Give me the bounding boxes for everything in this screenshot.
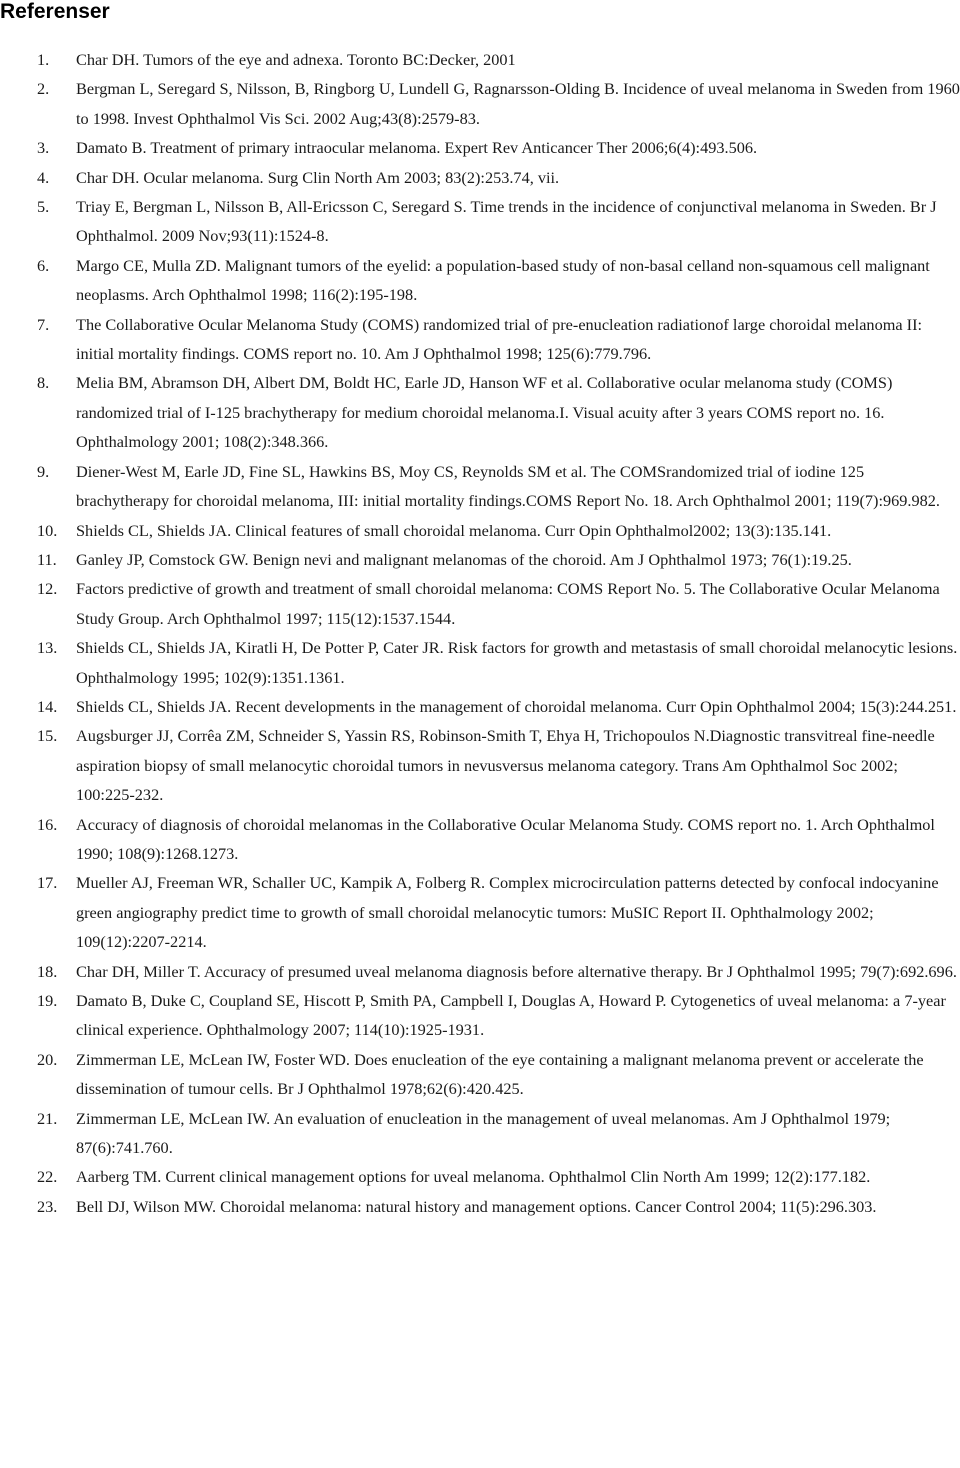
page-title: Referenser	[0, 0, 110, 23]
reference-text: Char DH. Tumors of the eye and adnexa. Toronto BC:Decker, 2001	[76, 50, 516, 69]
reference-item	[0, 721, 960, 809]
reference-text: Zimmerman LE, McLean IW. An evaluation of enucleation in the management of uveal melanomas. Am J Ophthalmol 1979; 87(6):741.760.	[76, 1108, 891, 1158]
reference-text: Accuracy of diagnosis of choroidal melanomas in the Collaborative Ocular Melanoma Study. COMS report no. 1. Arch Ophthalmol 1990; 108(9):1268.1273.	[76, 814, 935, 863]
reference-item	[0, 368, 960, 456]
reference-item	[0, 957, 960, 986]
reference-number: 23.	[37, 1196, 58, 1216]
reference-number: 12.	[37, 579, 58, 599]
reference-text: Shields CL, Shields JA. Clinical features of small choroidal melanoma. Curr Opin Ophthalmol2002; 13(3):135.141.	[76, 520, 832, 540]
reference-number: 16.	[37, 814, 58, 834]
reference-number: 6.	[37, 255, 50, 275]
reference-item	[0, 633, 960, 692]
reference-text: Char DH, Miller T. Accuracy of presumed uveal melanoma diagnosis before alternative therapy. Br J Ophthalmol 1995; 79(7):692.696.	[76, 961, 957, 981]
reference-number: 8.	[37, 373, 50, 393]
reference-text: Diener-West M, Earle JD, Fine SL, Hawkins BS, Moy CS, Reynolds SM et al. The COMSrandomized trial of iodine 125 brachytherapy for choroidal melanoma, III: initial mortality findings.COMS Report No. 18. Arch Ophthalmol 2001; 119(7):969.982.	[76, 461, 940, 511]
reference-number: 1.	[37, 50, 50, 69]
reference-text: Bell DJ, Wilson MW. Choroidal melanoma: natural history and management options. Cancer Control 2004; 11(5):296.303.	[76, 1196, 877, 1216]
reference-number: 20.	[37, 1049, 58, 1069]
reference-item	[0, 310, 960, 369]
reference-item	[0, 545, 960, 574]
reference-item	[0, 192, 960, 251]
reference-number: 3.	[37, 138, 50, 158]
reference-text: The Collaborative Ocular Melanoma Study (COMS) randomized trial of pre-enucleation radiationof large choroidal melanoma II: initial mortality findings. COMS report no. 10. Am J Ophthalmol 1998; 125(6):779.796.	[76, 314, 923, 364]
reference-number: 13.	[37, 638, 58, 658]
reference-item	[0, 1162, 960, 1191]
reference-item	[0, 516, 960, 545]
reference-number: 15.	[37, 726, 58, 746]
reference-text: Aarberg TM. Current clinical management options for uveal melanoma. Ophthalmol Clin North Am 1999; 12(2):177.182.	[76, 1167, 871, 1187]
reference-list	[0, 45, 960, 1221]
reference-number: 9.	[37, 461, 50, 481]
reference-item	[0, 74, 960, 133]
reference-item	[0, 251, 960, 310]
reference-text: Damato B, Duke C, Coupland SE, Hiscott P, Smith PA, Campbell I, Douglas A, Howard P. Cytogenetics of uveal melanoma: a 7-year clinical experience. Ophthalmology 2007; 114(10):1925-1931.	[76, 991, 946, 1040]
reference-number: 21.	[37, 1108, 58, 1128]
reference-text: Char DH. Ocular melanoma. Surg Clin North Am 2003; 83(2):253.74, vii.	[76, 167, 560, 187]
reference-item	[0, 457, 960, 516]
reference-item	[0, 1104, 960, 1163]
reference-text: Shields CL, Shields JA, Kiratli H, De Potter P, Cater JR. Risk factors for growth and metastasis of small choroidal melanocytic lesions. Ophthalmology 1995; 102(9):1351.1361.	[76, 638, 958, 687]
reference-text: Triay E, Bergman L, Nilsson B, All-Ericsson C, Seregard S. Time trends in the incidence of conjunctival melanoma in Sweden. Br J Ophthalmol. 2009 Nov;93(11):1524-8.	[76, 197, 937, 246]
reference-item	[0, 574, 960, 633]
reference-number: 19.	[37, 991, 58, 1010]
reference-text: Damato B. Treatment of primary intraocular melanoma. Expert Rev Anticancer Ther 2006;6(4):493.506.	[76, 138, 758, 158]
reference-text: Zimmerman LE, McLean IW, Foster WD. Does enucleation of the eye containing a malignant melanoma prevent or accelerate the dissemination of tumour cells. Br J Ophthalmol 1978;62(6):420.425.	[76, 1049, 924, 1099]
reference-item	[0, 692, 960, 721]
reference-number: 5.	[37, 197, 50, 217]
reference-item	[0, 1192, 960, 1221]
reference-text: Melia BM, Abramson DH, Albert DM, Boldt HC, Earle JD, Hanson WF et al. Collaborative ocular melanoma study (COMS) randomized trial of I-125 brachytherapy for medium choroidal melanoma.I. Visual acuity after 3 years COMS report no. 16. Ophthalmology 2001; 108(2):348.366.	[76, 373, 893, 452]
reference-item	[0, 810, 960, 869]
reference-text: Margo CE, Mulla ZD. Malignant tumors of the eyelid: a population-based study of non-basal celland non-squamous cell malignant neoplasms. Arch Ophthalmol 1998; 116(2):195-198.	[76, 255, 930, 305]
reference-number: 2.	[37, 79, 50, 99]
reference-text: Bergman L, Seregard S, Nilsson, B, Ringborg U, Lundell G, Ragnarsson-Olding B. Incidence of uveal melanoma in Sweden from 1960 to 1998. Invest Ophthalmol Vis Sci. 2002 Aug;43(8):2579-83.	[76, 79, 960, 128]
reference-item	[0, 133, 960, 162]
reference-number: 18.	[37, 961, 58, 981]
reference-text: Factors predictive of growth and treatment of small choroidal melanoma: COMS Report No. 5. The Collaborative Ocular Melanoma Study Group. Arch Ophthalmol 1997; 115(12):1537.1544.	[76, 579, 940, 628]
reference-number: 22.	[37, 1167, 58, 1187]
reference-text: Shields CL, Shields JA. Recent developments in the management of choroidal melanoma. Curr Opin Ophthalmol 2004; 15(3):244.251.	[76, 696, 957, 716]
reference-item	[0, 163, 960, 192]
reference-text: Mueller AJ, Freeman WR, Schaller UC, Kampik A, Folberg R. Complex microcirculation patterns detected by confocal indocyanine green angiography predict time to growth of small choroidal melanocytic tumors: MuSIC Report II. Ophthalmology 2002; 109(12):2207-2214.	[76, 873, 939, 952]
reference-text: Augsburger JJ, Corrêa ZM, Schneider S, Yassin RS, Robinson-Smith T, Ehya H, Trichopoulos N.Diagnostic transvitreal fine-needle aspiration biopsy of small melanocytic choroidal tumors in nevusversus melanoma category. Trans Am Ophthalmol Soc 2002; 100:225-232.	[76, 726, 935, 805]
reference-number: 10.	[37, 520, 58, 540]
reference-number: 11.	[37, 549, 57, 569]
reference-item	[0, 986, 960, 1045]
reference-item	[0, 1045, 960, 1104]
reference-number: 17.	[37, 873, 58, 893]
reference-item	[0, 868, 960, 956]
reference-number: 14.	[37, 696, 58, 716]
reference-text: Ganley JP, Comstock GW. Benign nevi and malignant melanomas of the choroid. Am J Ophthalmol 1973; 76(1):19.25.	[76, 549, 852, 569]
reference-number: 7.	[37, 314, 50, 334]
reference-number: 4.	[37, 167, 50, 187]
reference-item	[0, 45, 960, 74]
